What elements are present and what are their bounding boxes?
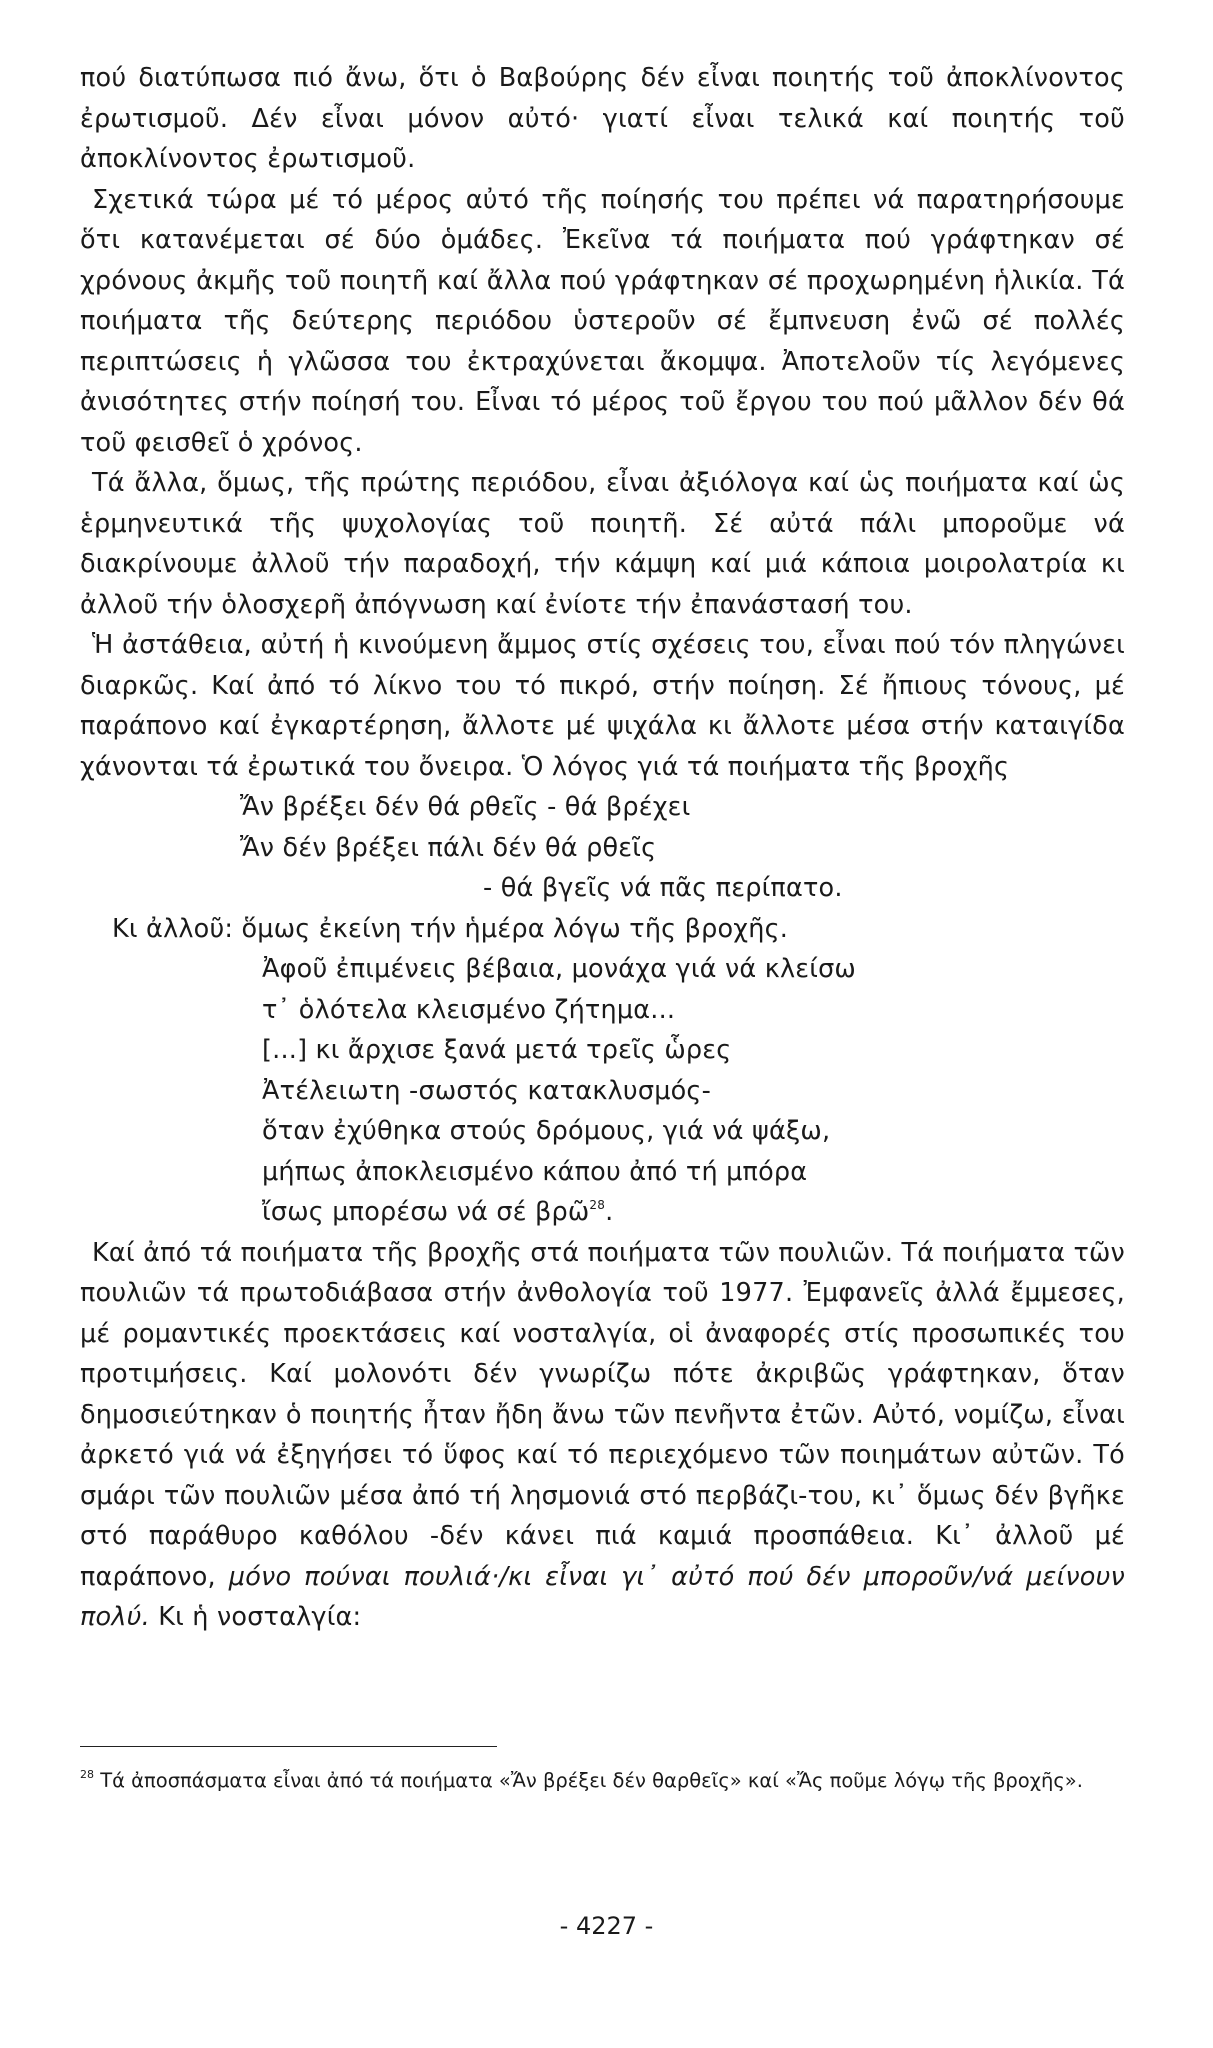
footnote-number: 28	[80, 1768, 94, 1781]
paragraph-1: πού διατύπωσα πιό ἄνω, ὅτι ὁ Βαβούρης δέν εἶναι ποιητής τοῦ ἀποκλίνοντος ἐρωτισμοῦ. Δέν εἶναι μόνον αὐτό· γιατί εἶναι τελικά καί ποιητής τοῦ ἀποκλίνοντος ἐρωτισμοῦ.	[80, 63, 1125, 174]
poem-excerpt-1	[80, 787, 1125, 909]
poem-line-text: ἴσως μπορέσω νά σέ βρῶ	[262, 1197, 590, 1227]
footnote-text: Τά ἀποσπάσματα εἶναι ἀπό τά ποιήματα «Ἄν βρέξει δέν θαρθεῖς» καί «Ἄς ποῦμε λόγῳ τῆς βροχῆς».	[100, 1769, 1083, 1792]
poem-excerpt-2	[80, 949, 1125, 1233]
paragraph-5	[80, 1233, 1125, 1638]
paragraph-5-text: Καί ἀπό τά ποιήματα τῆς βροχῆς στά ποιήματα τῶν πουλιῶν. Τά ποιήματα τῶν πουλιῶν τά πρωτοδιάβασα στήν ἀνθολογία τοῦ 1977. Ἐμφανεῖς ἀλλά ἔμμεσες, μέ ρομαντικές προεκτάσεις καί νοσταλγία, οἱ ἀναφορές στίς προσωπικές του προτιμήσεις. Καί μολονότι δέν γνωρίζω πότε ἀκριβῶς γράφτηκαν, ὅταν δημοσιεύτηκαν ὁ ποιητής ἦταν ἤδη ἄνω τῶν πενῆντα ἐτῶν. Αὐτό, νομίζω, εἶναι ἀρκετό γιά νά ἐξηγήσει τό ὕφος καί τό περιεχόμενο τῶν ποιημάτων αὐτῶν. Τό σμάρι τῶν πουλιῶν μέσα ἀπό τή λησμονιά στό περβάζι-του, κι᾽ ὅμως δέν βγῆκε στό παράθυρο καθόλου -δέν κάνει πιά καμιά προσπάθεια. Κι᾽ ἀλλοῦ μέ παράπονο,	[80, 1237, 1125, 1592]
poem-line: μήπως ἀποκλεισμένο κάπου ἀπό τή μπόρα	[262, 1156, 808, 1187]
footnote-reference: 28	[589, 1198, 606, 1212]
footnote	[80, 1763, 1125, 1798]
poem-line: - θά βγεῖς νά πᾶς περίπατο.	[483, 873, 843, 903]
poem-line: [...] κι ἄρχισε ξανά μετά τρεῖς ὧρες	[262, 1035, 732, 1065]
poem-line: Ἄν δέν βρέξει πάλι δέν θά ρθεῖς	[240, 832, 657, 863]
poem-line: Ἀφοῦ ἐπιμένεις βέβαια, μονάχα γιά νά κλείσω	[262, 954, 856, 984]
poem-line: Ἀτέλειωτη -σωστός κατακλυσμός-	[262, 1075, 711, 1106]
inline-poem-quote: μόνο πούναι πουλιά·/κι εἶναι γι᾽ αὐτό πού δέν μποροῦν/νά μείνουν πολύ.	[80, 1561, 1125, 1632]
paragraph-2: Σχετικά τώρα μέ τό μέρος αὐτό τῆς ποίησής του πρέπει νά παρατηρήσουμε ὅτι κατανέμεται σέ δύο ὁμάδες. Ἐκεῖνα τά ποιήματα πού γράφτηκαν σέ χρόνους ἀκμῆς τοῦ ποιητῆ καί ἄλλα πού γράφτηκαν σέ προχωρημένη ἡλικία. Τά ποιήματα τῆς δεύτερης περιόδου ὑστεροῦν σέ ἔμπνευση ἐνῶ σέ πολλές περιπτώσεις ἡ γλῶσσα του ἐκτραχύνεται ἄκομψα. Ἀποτελοῦν τίς λεγόμενες ἀνισότητες στήν ποίησή του. Εἶναι τό μέρος τοῦ ἔργου του πού μᾶλλον δέν θά τοῦ φεισθεῖ ὁ χρόνος.	[80, 184, 1125, 458]
paragraph-4: Ἡ ἀστάθεια, αὐτή ἡ κινούμενη ἄμμος στίς σχέσεις του, εἶναι πού τόν πληγώνει διαρκῶς. Καί ἀπό τό λίκνο του τό πικρό, στήν ποίηση. Σέ ἤπιους τόνους, μέ παράπονο καί ἐγκαρτέρηση, ἄλλοτε μέ ψιχάλα κι ἄλλοτε μέσα στήν καταιγίδα χάνονται τά ἐρωτικά του ὄνειρα. Ὁ λόγος γιά τά ποιήματα τῆς βροχῆς	[80, 630, 1125, 782]
poem-line: ὅταν ἐχύθηκα στούς δρόμους, γιά νά ψάξω,	[262, 1116, 831, 1146]
poem-line: Ἄν βρέξει δέν θά ρθεῖς - θά βρέχει	[240, 792, 691, 822]
poem-intro-line: Κι ἀλλοῦ: ὅμως ἐκείνη τήν ἡμέρα λόγω τῆς βροχῆς.	[112, 913, 789, 944]
poem-line-last: ἴσως μπορέσω νά σέ βρῶ$^{28}$.	[262, 1197, 614, 1227]
paragraph-5-ending: Κι ἡ νοσταλγία:	[158, 1602, 362, 1632]
footnote-divider	[80, 1746, 497, 1747]
body-text	[80, 58, 1125, 1638]
page-number: - 4227 -	[559, 1912, 654, 1940]
poem-line: τ᾽ ὁλότελα κλεισμένο ζήτημα...	[262, 994, 676, 1025]
paragraph-3: Τά ἄλλα, ὅμως, τῆς πρώτης περιόδου, εἶναι ἀξιόλογα καί ὡς ποιήματα καί ὡς ἑρμηνευτικά τῆς ψυχολογίας τοῦ ποιητῆ. Σέ αὐτά πάλι μποροῦμε νά διακρίνουμε ἀλλοῦ τήν παραδοχή, τήν κάμψη καί μιά κάποια μοιρολατρία κι ἀλλοῦ τήν ὁλοσχερῆ ἀπόγνωση καί ἐνίοτε τήν ἐπανάστασή του.	[80, 468, 1125, 620]
